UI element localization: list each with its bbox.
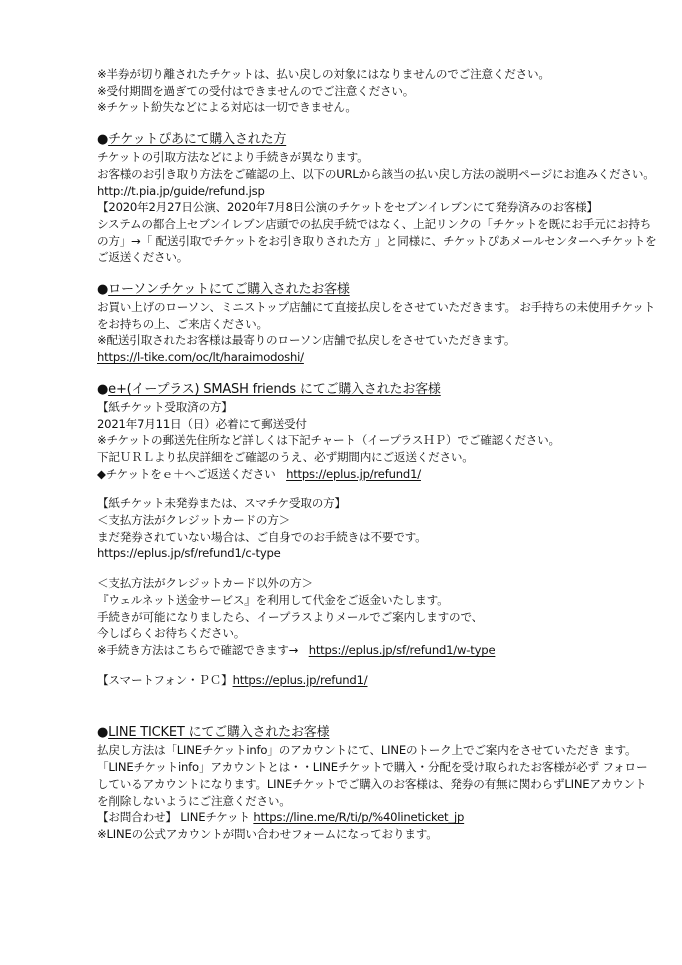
body-line: 『ウェルネット送金サービス』を利用して代金をご返金いたします。 xyxy=(97,592,449,607)
section-lawson xyxy=(97,281,657,366)
line-inquiry-link[interactable]: https://line.me/R/ti/p/%40lineticket_jp xyxy=(253,810,465,825)
body-line: チケットの引取方法などにより手続きが異なります。 xyxy=(97,150,369,165)
subheading: 【紙チケット未発券または、スマチケ受取の方】 xyxy=(97,496,346,511)
note-line: ※チケット紛失などによる対応は一切できません。 xyxy=(97,100,357,115)
section-title: ローソンチケットにてご購入されたお客様 xyxy=(108,282,350,298)
section-title: チケットぴあにて購入された方 xyxy=(108,132,287,148)
body-text: 払戻し方法は「LINEチケットinfo」のアカウントにて、LINEのトーク上でご案内をさせていただき ます。 xyxy=(97,743,637,758)
eplus-wtype-link[interactable]: https://eplus.jp/sf/refund1/w-type xyxy=(308,642,496,657)
document-page xyxy=(97,66,657,843)
inquiry-row xyxy=(97,809,657,826)
bullet-icon: ● xyxy=(97,282,109,298)
section-eplus xyxy=(97,381,657,689)
section-heading xyxy=(97,724,657,742)
subheading: ＜支払方法がクレジットカードの方＞ xyxy=(97,513,291,528)
procedure-row xyxy=(97,642,657,659)
section-pia xyxy=(97,131,657,266)
deadline-text: 2021年7月11日（日）必着にて郵送受付 xyxy=(97,416,307,431)
body-line: まだ発券されていない場合は、ご自身でのお手続きは不要です。 xyxy=(97,529,427,544)
body-line: 今しばらくお待ちください。 xyxy=(97,626,246,641)
inquiry-label: 【お問合わせ】 LINEチケット xyxy=(97,810,250,825)
pia-refund-link[interactable]: http://t.pia.jp/guide/refund.jsp xyxy=(97,183,265,198)
note-line: ※半券が切り離されたチケットは、払い戻しの対象にはなりませんのでご注意ください。 xyxy=(97,67,550,81)
procedure-label: ※手続き方法はこちらで確認できます→ xyxy=(97,642,299,657)
section-heading xyxy=(97,381,657,399)
lawson-refund-link[interactable]: https://l-tike.com/oc/lt/haraimodoshi/ xyxy=(97,350,304,365)
return-row xyxy=(97,466,657,483)
subheading: ＜支払方法がクレジットカード以外の方＞ xyxy=(97,576,313,591)
section-heading xyxy=(97,131,657,149)
section-title: LINE TICKET にてご購入されたお客様 xyxy=(108,725,330,741)
body-text: お買い上げのローソン、ミニストップ店舗にて直接払戻しをさせていただきます。 お手持ちの未使用チケットをお持ちの上、ご来店ください。 xyxy=(97,300,656,331)
body-text: システムの都合上セブンイレブン店頭での払戻手続ではなく、上記リンクの「チケットを既にお手元にお持ちの方」→「 配送引取でチケットをお引き取りされた方 」と同様に、チケットぴあメールセンターへチケットをご返送ください。 xyxy=(97,216,657,265)
body-line: ※配送引取されたお客様は最寄りのローソン店舗で払戻しをさせていただきます。 xyxy=(97,333,516,348)
section-heading xyxy=(97,281,657,299)
smartphone-row xyxy=(97,672,657,689)
bullet-icon: ● xyxy=(97,725,109,741)
body-line: ※チケットの郵送先住所など詳しくは下記チャート（イープラスＨＰ）でご確認ください。 xyxy=(97,433,560,448)
section-title: e+(イープラス) SMASH friends にてご購入されたお客様 xyxy=(108,381,441,397)
bullet-icon: ● xyxy=(97,132,109,148)
eplus-ctype-link[interactable]: https://eplus.jp/sf/refund1/c-type xyxy=(97,546,281,561)
top-notes xyxy=(97,66,657,116)
body-line: ※LINEの公式アカウントが問い合わせフォームになっております。 xyxy=(97,826,438,841)
eplus-smartphone-link[interactable]: https://eplus.jp/refund1/ xyxy=(232,672,368,687)
note-line: ※受付期間を過ぎての受付はできませんのでご注意ください。 xyxy=(97,83,415,98)
body-text: 「LINEチケットinfo」アカウントとは・・LINEチケットで購入・分配を受け取られたお客様が必ず フォローしているアカウントになります。LINEチケットでご購入のお客様は、発券の有無に関わらずLINEアカウントを削除しないようにご注意ください。 xyxy=(97,760,648,808)
smartphone-label: 【スマートフォン・ＰＣ】 xyxy=(97,672,233,687)
body-line: 手続きが可能になりましたら、イープラスよりメールでご案内しますので、 xyxy=(97,609,483,624)
subheading: 【紙チケット受取済の方】 xyxy=(97,399,233,414)
section-line-ticket xyxy=(97,724,657,842)
body-line: 下記ＵＲＬより払戻詳細をご確認のうえ、必ず期間内にご返送ください。 xyxy=(97,449,474,464)
bullet-icon: ● xyxy=(97,381,109,397)
return-label: ◆チケットをｅ＋へご返送ください xyxy=(97,466,276,481)
eplus-return-link[interactable]: https://eplus.jp/refund1/ xyxy=(286,466,421,481)
body-text: お客様のお引き取り方法をご確認の上、以下のURLから該当の払い戻し方法の説明ページにお進みください。 xyxy=(97,166,655,181)
seven-eleven-note: 【2020年2月27日公演、2020年7月8日公演のチケットをセブンイレブンにて発券済みのお客様】 xyxy=(97,200,598,215)
